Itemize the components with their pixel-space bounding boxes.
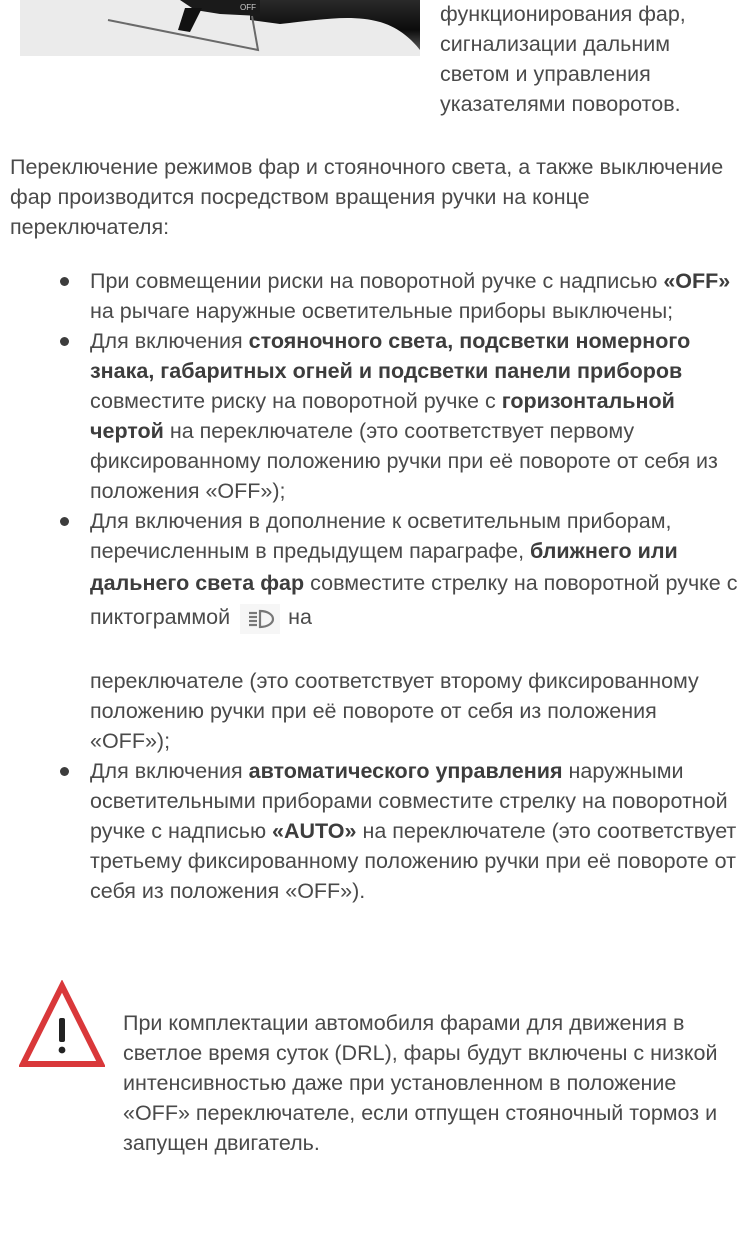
list-item: Для включения стояночного света, подсветки номерного знака, габаритных огней и подсветки панели приборов совместите риску на поворотной ручке с горизонтальной чертой на переключателе (это соответствует первому фиксированному положению ручки при её повороте от себя из положения «OFF»); <box>0 326 750 506</box>
low-beam-headlight-icon <box>240 604 280 634</box>
off-label: «OFF» <box>663 269 731 293</box>
list-item: Для включения в дополнение к осветительным приборам, перечисленным в предыдущем параграфе, ближнего или дальнего света фар совместите стрелку на поворотной ручке с пиктограммой на переключателе (это соответствует второму фиксированному положению ручки при её повороте от себя из положения «OFF»); <box>0 506 750 756</box>
stalk-illustration <box>20 0 420 56</box>
figure-caption-text: функционирования фар, сигнализации дальним светом и управления указателями поворотов. <box>440 2 686 116</box>
warning-triangle-icon <box>19 980 105 1068</box>
svg-text:OFF: OFF <box>240 3 256 12</box>
light-switch-stalk-photo <box>20 0 420 56</box>
bullet-icon <box>60 517 69 526</box>
bullet-icon <box>60 337 69 346</box>
list-item: При совмещении риски на поворотной ручке с надписью «OFF» на рычаге наружные осветительные приборы выключены; <box>0 266 750 326</box>
instruction-list <box>0 266 750 906</box>
bullet-icon <box>60 277 69 286</box>
warning-text: При комплектации автомобиля фарами для движения в светлое время суток (DRL), фары будут включены с низкой интенсивностью даже при установленном в положение «OFF» переключателе, если отпущен стояночный тормоз и запущен двигатель. <box>123 1011 718 1155</box>
intro-paragraph: Переключение режимов фар и стояночного света, а также выключение фар производится посредством вращения ручки на конце переключателя: <box>10 155 724 239</box>
auto-label: «AUTO» <box>272 819 357 843</box>
list-item: Для включения автоматического управления наружными осветительными приборами совместите стрелку на поворотной ручке с надписью «AUTO» на переключателе (это соответствует третьему фиксированному положению ручки при её повороте от себя из положения «OFF»). <box>0 756 750 906</box>
bullet-icon <box>60 767 69 776</box>
